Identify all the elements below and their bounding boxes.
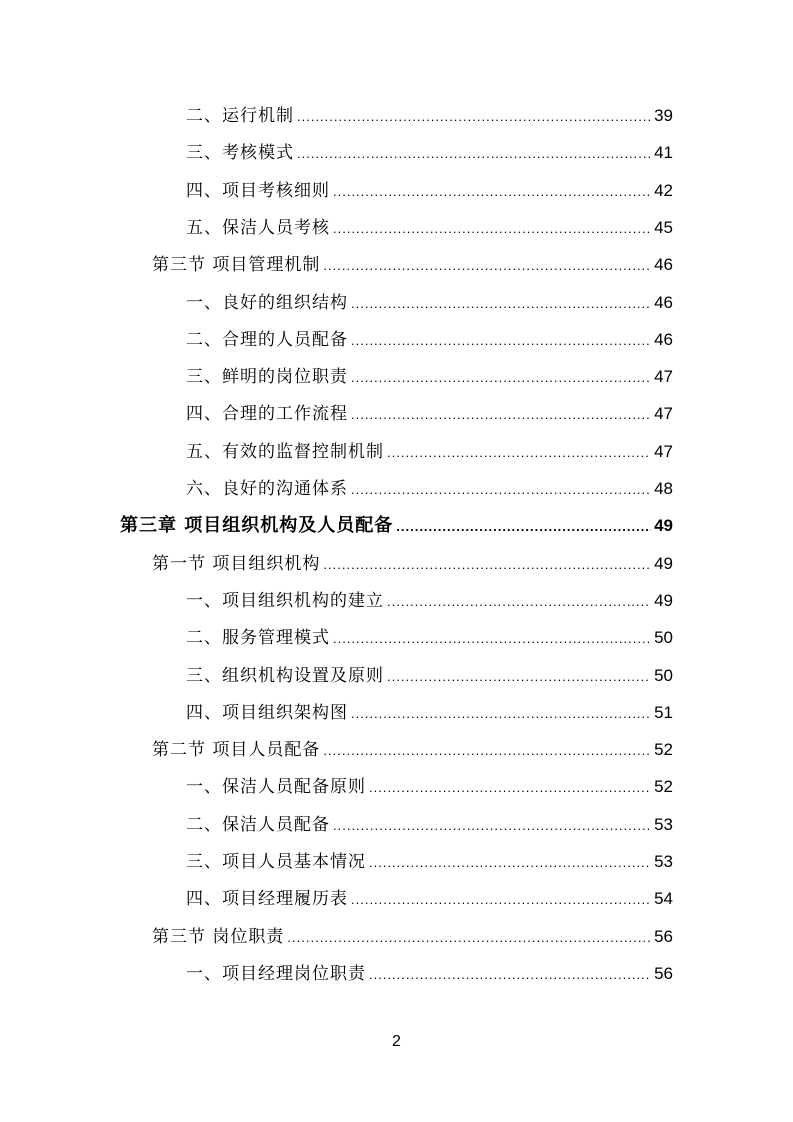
toc-subsection-entry[interactable] xyxy=(186,138,673,175)
toc-subsection-entry[interactable] xyxy=(186,623,673,660)
toc-subsection-entry[interactable] xyxy=(186,661,673,698)
dot-leader xyxy=(333,818,651,833)
toc-entry-page: 41 xyxy=(654,143,673,163)
dot-leader xyxy=(369,780,651,795)
dot-leader xyxy=(387,445,651,460)
dot-leader xyxy=(351,296,651,311)
toc-entry-title: 二、运行机制 xyxy=(186,106,294,126)
toc-chapter-entry[interactable] xyxy=(120,511,673,548)
toc-entry-title: 三、组织机构设置及原则 xyxy=(186,665,384,686)
toc-entry-title: 第三节 项目管理机制 xyxy=(152,255,321,276)
dot-leader xyxy=(351,892,651,907)
toc-entry-title: 二、保洁人员配备 xyxy=(186,814,330,835)
toc-subsection-entry[interactable] xyxy=(186,698,673,735)
dot-leader xyxy=(351,407,651,422)
dot-leader xyxy=(351,482,651,497)
dot-leader xyxy=(323,258,651,273)
dot-leader xyxy=(333,631,651,646)
toc-entry-page: 39 xyxy=(654,106,673,125)
toc-entry-page: 47 xyxy=(654,441,673,461)
toc-entry-page: 50 xyxy=(654,628,673,648)
toc-subsection-entry[interactable] xyxy=(186,474,673,511)
toc-entry-page: 50 xyxy=(654,665,673,685)
toc-section-entry[interactable] xyxy=(152,250,673,287)
toc-entry-title: 二、服务管理模式 xyxy=(186,628,330,649)
dot-leader xyxy=(333,221,651,236)
dot-leader xyxy=(297,109,651,124)
dot-leader xyxy=(287,930,651,945)
dot-leader xyxy=(387,669,651,684)
toc-entry-title: 第一节 项目组织机构 xyxy=(152,553,321,574)
toc-entry-page: 49 xyxy=(654,516,673,536)
toc-subsection-entry[interactable] xyxy=(186,884,673,921)
toc-entry-page: 48 xyxy=(654,479,673,498)
toc-entry-title: 一、良好的组织结构 xyxy=(186,292,348,313)
toc-subsection-entry[interactable] xyxy=(186,176,673,213)
toc-entry-page: 47 xyxy=(654,404,673,424)
toc-section-entry[interactable] xyxy=(152,549,673,586)
toc-entry-page: 49 xyxy=(654,553,673,573)
toc-subsection-entry[interactable] xyxy=(186,325,673,362)
toc-entry-page: 51 xyxy=(654,702,673,722)
toc-entry-title: 五、保洁人员考核 xyxy=(186,217,330,238)
dot-leader xyxy=(351,706,651,721)
toc-entry-title: 第三章 项目组织机构及人员配备 xyxy=(120,515,394,537)
toc-entry-page: 53 xyxy=(654,852,673,871)
toc-entry-page: 47 xyxy=(654,367,673,387)
toc-entry-page: 52 xyxy=(654,777,673,797)
toc-entry-page: 49 xyxy=(654,590,673,610)
dot-leader xyxy=(387,594,651,609)
dot-leader xyxy=(297,146,651,161)
toc-entry-title: 第三节 岗位职责 xyxy=(152,926,285,947)
toc-subsection-entry[interactable] xyxy=(186,847,673,884)
dot-leader xyxy=(333,184,651,199)
toc-entry-title: 四、项目组织架构图 xyxy=(186,702,348,723)
toc-entry-page: 54 xyxy=(654,889,673,909)
toc-subsection-entry[interactable] xyxy=(186,288,673,325)
toc-entry-title: 三、鲜明的岗位职责 xyxy=(186,367,348,388)
toc-entry-title: 五、有效的监督控制机制 xyxy=(186,441,384,462)
toc-entry-title: 四、项目经理履历表 xyxy=(186,889,348,910)
toc-subsection-entry[interactable] xyxy=(186,213,673,250)
toc-entry-title: 三、项目人员基本情况 xyxy=(186,852,366,872)
dot-leader xyxy=(351,333,651,348)
toc-entry-title: 一、项目经理岗位职责 xyxy=(186,963,366,984)
toc-entry-title: 六、良好的沟通体系 xyxy=(186,479,348,499)
toc-subsection-entry[interactable] xyxy=(186,586,673,623)
toc-entry-title: 一、保洁人员配备原则 xyxy=(186,777,366,798)
dot-leader xyxy=(323,557,651,572)
toc-entry-page: 46 xyxy=(654,255,673,275)
toc-entry-title: 一、项目组织机构的建立 xyxy=(186,590,384,611)
toc-entry-title: 三、考核模式 xyxy=(186,143,294,164)
toc-subsection-entry[interactable] xyxy=(186,437,673,474)
toc-entry-title: 四、项目考核细则 xyxy=(186,180,330,201)
toc-subsection-entry[interactable] xyxy=(186,101,673,138)
dot-leader xyxy=(369,967,651,982)
toc-entry-page: 52 xyxy=(654,740,673,760)
toc-entry-title: 第二节 项目人员配备 xyxy=(152,740,321,761)
dot-leader xyxy=(369,855,651,870)
toc-subsection-entry[interactable] xyxy=(186,399,673,436)
toc-entry-title: 四、合理的工作流程 xyxy=(186,404,348,425)
toc-entry-page: 46 xyxy=(654,292,673,312)
toc-entry-page: 45 xyxy=(654,217,673,237)
toc-section-entry[interactable] xyxy=(152,735,673,772)
dot-leader xyxy=(351,370,651,385)
toc-entry-page: 53 xyxy=(654,814,673,834)
toc-subsection-entry[interactable] xyxy=(186,772,673,809)
toc-section-entry[interactable] xyxy=(152,922,673,959)
toc-entry-page: 56 xyxy=(654,963,673,983)
toc-subsection-entry[interactable] xyxy=(186,362,673,399)
toc-entry-page: 42 xyxy=(654,180,673,200)
toc-entry-page: 46 xyxy=(654,329,673,349)
dot-leader xyxy=(396,519,651,534)
toc-entry-title: 二、合理的人员配备 xyxy=(186,329,348,350)
page-number: 2 xyxy=(392,1033,401,1050)
toc-subsection-entry[interactable] xyxy=(186,810,673,847)
toc-subsection-entry[interactable] xyxy=(186,959,673,996)
dot-leader xyxy=(323,743,651,758)
toc-entry-page: 56 xyxy=(654,926,673,946)
